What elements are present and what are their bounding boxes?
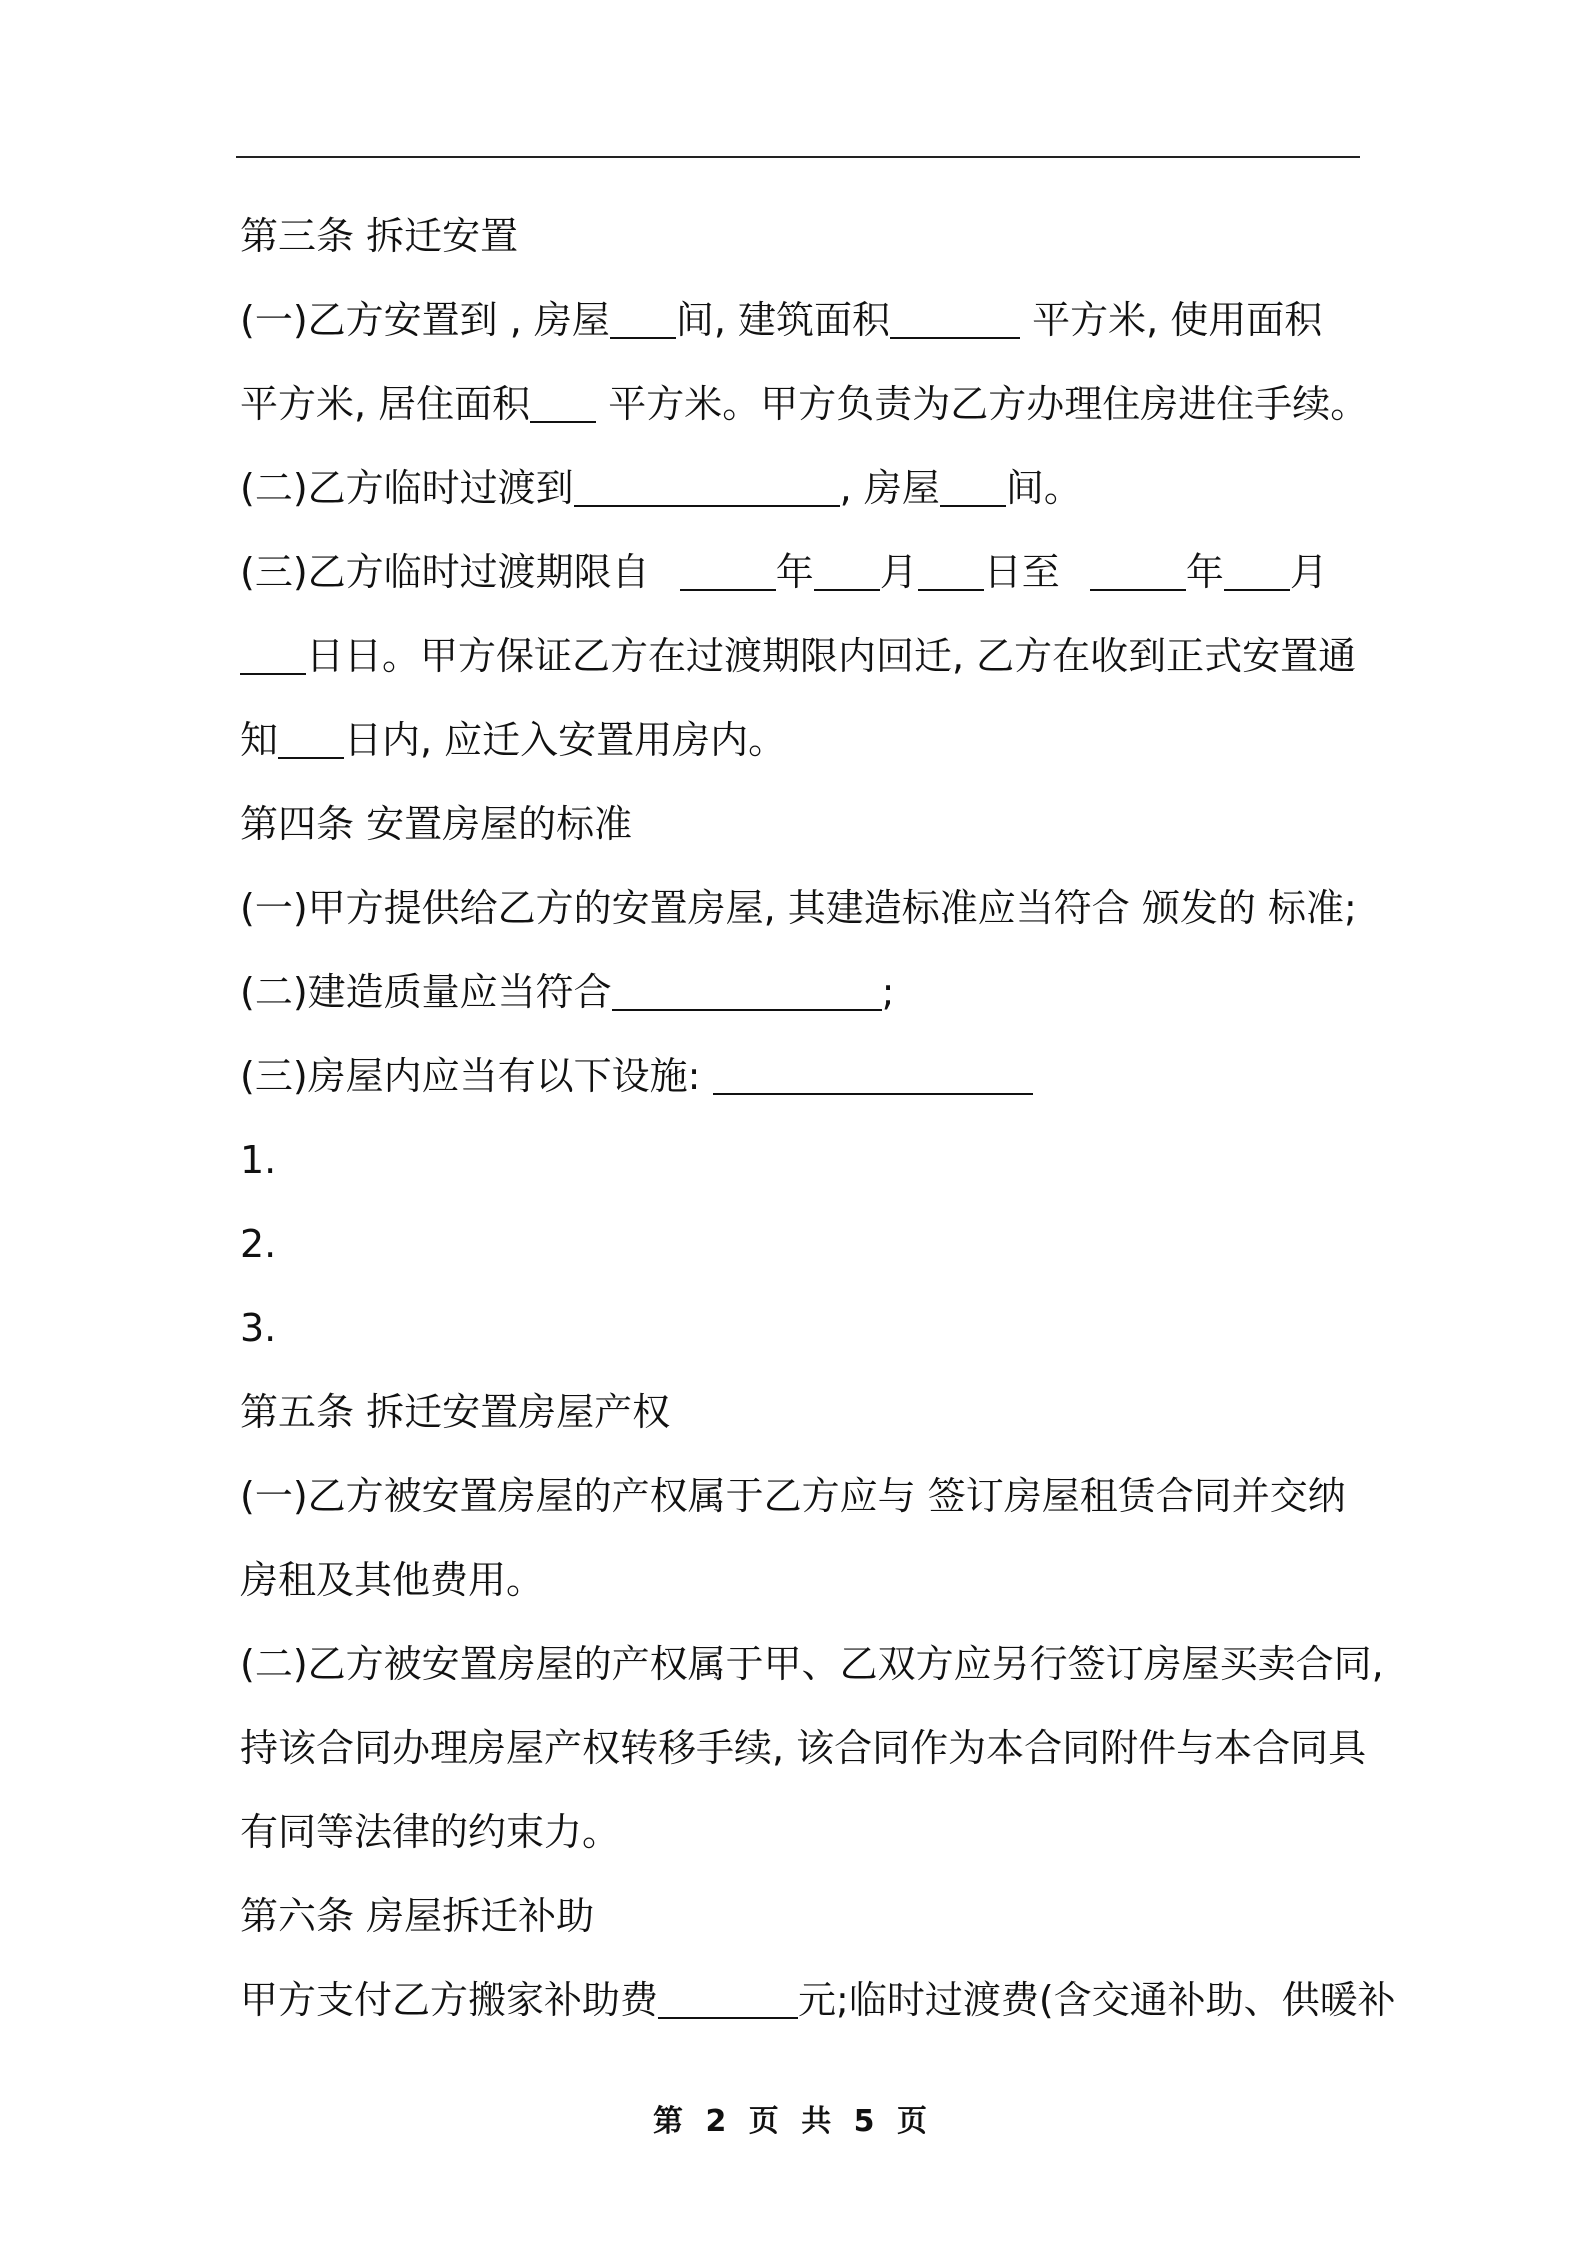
- article-4-title: [240, 792, 1364, 876]
- article-5-clause-2-cont-2: [240, 1800, 1364, 1884]
- text: 平方米, 居住面积: [240, 382, 531, 426]
- blank-field: [574, 459, 840, 507]
- article-3-clause-3-cont-2: [240, 708, 1364, 792]
- text: 持该合同办理房屋产权转移手续, 该合同作为本合同附件与本合同具: [240, 1726, 1367, 1770]
- text: 第三条 拆迁安置: [240, 214, 519, 258]
- blank-field: [612, 963, 882, 1011]
- list-item-2: [240, 1212, 1364, 1296]
- article-3-clause-2: [240, 456, 1364, 540]
- text: 1.: [240, 1138, 277, 1182]
- article-3-clause-3: [240, 540, 1364, 624]
- article-5-clause-2: [240, 1632, 1384, 1716]
- blank-field: [1224, 543, 1290, 591]
- text: 第五条 拆迁安置房屋产权: [240, 1390, 671, 1434]
- blank-field: [658, 1971, 798, 2019]
- article-3-clause-1-cont: [240, 372, 1369, 456]
- blank-field: [814, 543, 880, 591]
- text: (三)乙方临时过渡期限自: [240, 550, 662, 594]
- blank-field: [1090, 543, 1186, 591]
- text: 甲方支付乙方搬家补助费: [240, 1978, 659, 2022]
- text: 月: [1289, 550, 1328, 594]
- article-5-clause-1-cont: [240, 1548, 1364, 1632]
- text: 房租及其他费用。: [240, 1558, 545, 1602]
- text: 知: [240, 718, 279, 762]
- list-item-1: [240, 1128, 1364, 1212]
- text: 日内, 应迁入安置用房内。: [344, 718, 787, 762]
- article-3-clause-3-cont: [240, 624, 1364, 708]
- document-body: [240, 204, 1396, 2052]
- article-5-title: [240, 1380, 1364, 1464]
- text: (一)甲方提供给乙方的安置房屋, 其建造标准应当符合 颁发的 标准;: [240, 886, 1357, 930]
- blank-field: [240, 627, 306, 675]
- blank-field: [278, 711, 344, 759]
- article-4-clause-2: [240, 960, 1364, 1044]
- list-item-3: [240, 1296, 1364, 1380]
- article-4-clause-1: [240, 876, 1364, 960]
- text: 2.: [240, 1222, 277, 1266]
- text: 第六条 房屋拆迁补助: [240, 1894, 595, 1938]
- text: 月: [879, 550, 918, 594]
- article-3-clause-1: [240, 288, 1364, 372]
- text: 3.: [240, 1306, 277, 1350]
- blank-field: [680, 543, 776, 591]
- text: 平方米。甲方负责为乙方办理住房进住手续。: [596, 382, 1369, 426]
- article-6-title: [240, 1884, 1364, 1968]
- article-3-title: [240, 204, 1364, 288]
- text: 有同等法律的约束力。: [240, 1810, 621, 1854]
- text: (三)房屋内应当有以下设施:: [240, 1054, 713, 1098]
- text: 年: [1185, 550, 1224, 594]
- text: 平方米, 使用面积: [1020, 298, 1323, 342]
- article-5-clause-2-cont: [240, 1716, 1367, 1800]
- text: (一)乙方被安置房屋的产权属于乙方应与 签订房屋租赁合同并交纳: [240, 1474, 1346, 1518]
- text: 年: [775, 550, 814, 594]
- blank-field: [530, 375, 596, 423]
- text: 日至: [983, 550, 1072, 594]
- text: 间。: [1005, 466, 1082, 510]
- text: , 房屋: [839, 466, 940, 510]
- text: 元;临时过渡费(含交通补助、供暖补: [798, 1978, 1396, 2022]
- blank-field: [890, 291, 1020, 339]
- article-6-clause-1: [240, 1968, 1396, 2052]
- blank-field: [713, 1047, 1033, 1095]
- header-rule: [236, 156, 1360, 158]
- text: (二)建造质量应当符合: [240, 970, 612, 1014]
- text: (二)乙方被安置房屋的产权属于甲、乙双方应另行签订房屋买卖合同,: [240, 1642, 1384, 1686]
- text: ;: [881, 970, 895, 1014]
- text: 日日。甲方保证乙方在过渡期限内回迁, 乙方在收到正式安置通: [306, 634, 1357, 678]
- text: (一)乙方安置到 , 房屋: [240, 298, 610, 342]
- text: 第四条 安置房屋的标准: [240, 802, 633, 846]
- text: 间, 建筑面积: [675, 298, 891, 342]
- blank-field: [940, 459, 1006, 507]
- blank-field: [918, 543, 984, 591]
- article-4-clause-3: [240, 1044, 1364, 1128]
- blank-field: [610, 291, 676, 339]
- article-5-clause-1: [240, 1464, 1364, 1548]
- page-number-footer: 第 2 页 共 5 页: [653, 2104, 933, 2139]
- text: (二)乙方临时过渡到: [240, 466, 574, 510]
